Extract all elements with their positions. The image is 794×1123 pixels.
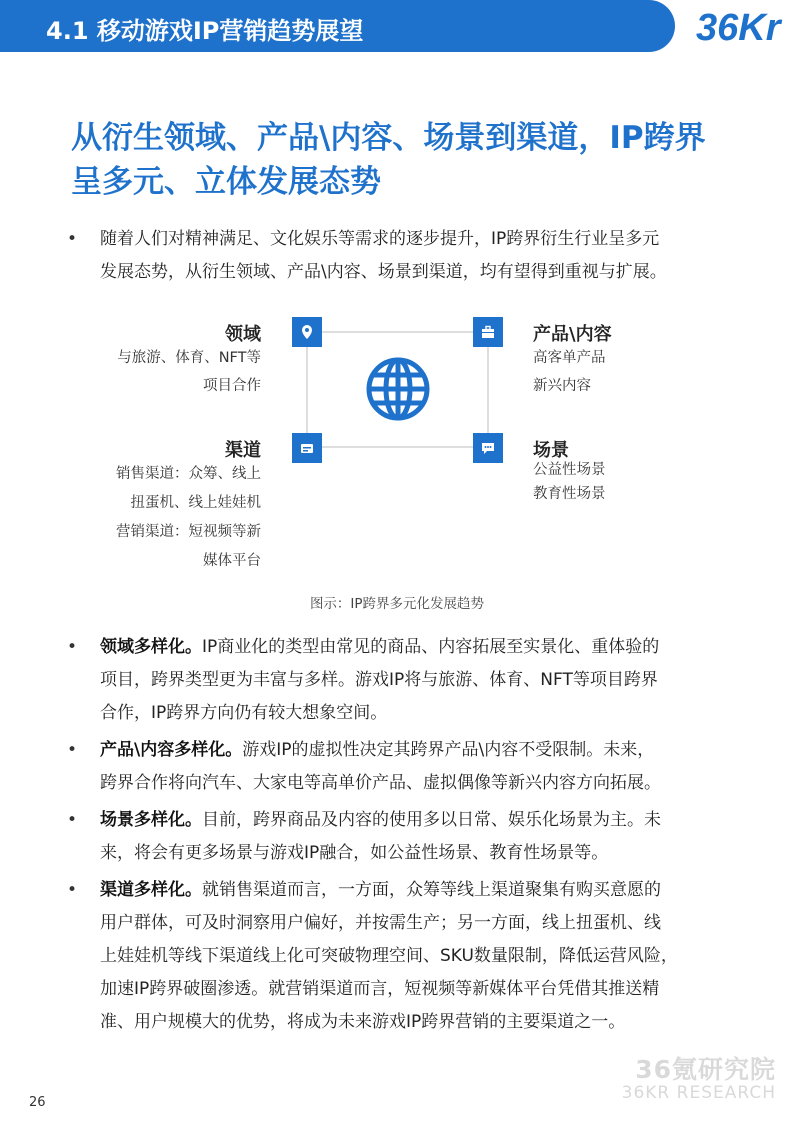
domain-label: 领域 <box>225 324 261 345</box>
cart-icon <box>292 433 322 463</box>
detail-text: 就销售渠道而言，一方面，众筹等线上渠道聚集有购买意愿的 <box>202 880 661 900</box>
detail-text: 项目，跨界类型更为丰富与多样。游戏IP将与旅游、体育、NFT等项目跨界 <box>100 670 658 690</box>
logo <box>690 0 794 50</box>
watermark <box>622 1056 776 1102</box>
location-icon <box>292 317 322 347</box>
channel-desc-line: 营销渠道：短视频等新 <box>116 524 261 540</box>
scene-desc-line: 教育性场景 <box>533 486 606 502</box>
detail-heading: 渠道多样化。 <box>100 880 202 900</box>
intro-item <box>64 223 744 289</box>
detail-text: 跨界合作将向汽车、大家电等高单价产品、虚拟偶像等新兴内容方向拓展。 <box>100 773 661 793</box>
diversification-diagram <box>0 300 794 590</box>
page-title-line-2: 呈多元、立体发展态势 <box>71 164 381 200</box>
header-bar <box>0 0 675 52</box>
domain-desc-line: 项目合作 <box>203 378 261 394</box>
bullet-icon: • <box>67 880 78 900</box>
detail-heading: 产品\内容多样化。 <box>100 740 243 760</box>
bullet-icon: • <box>67 810 78 830</box>
bullet-icon: • <box>67 229 78 249</box>
detail-text: 来，将会有更多场景与游戏IP融合，如公益性场景、教育性场景等。 <box>100 843 609 863</box>
chat-icon <box>473 433 503 463</box>
detail-text: 用户群体，可及时洞察用户偏好，并按需生产；另一方面，线上扭蛋机、线 <box>100 913 661 933</box>
figure-caption: 图示：IP跨界多元化发展趋势 <box>309 596 485 612</box>
channel-label: 渠道 <box>225 440 261 461</box>
section-title: 4.1 移动游戏IP营销趋势展望 <box>46 17 364 45</box>
detail-text: 游戏IP的虚拟性决定其跨界产品\内容不受限制。未来， <box>242 740 655 760</box>
scene-desc <box>533 458 606 506</box>
detail-text: IP商业化的类型由常见的商品、内容拓展至实景化、重体验的 <box>202 637 660 657</box>
detail-heading: 领域多样化。 <box>100 637 202 657</box>
detail-item <box>64 734 744 800</box>
logo-text: 36Kr <box>696 7 781 49</box>
detail-text: 加速IP跨界破圈渗透。就营销渠道而言，短视频等新媒体平台凭借其推送精 <box>100 979 660 999</box>
detail-item <box>64 804 744 870</box>
detail-text: 上娃娃机等线下渠道线上化可突破物理空间、SKU数量限制，降低运营风险， <box>100 946 678 966</box>
globe-icon <box>369 360 427 418</box>
domain-desc-line: 与旅游、体育、NFT等 <box>117 350 261 366</box>
detail-list <box>64 631 744 1043</box>
intro-line-2: 发展态势，从衍生领域、产品\内容、场景到渠道，均有望得到重视与扩展。 <box>100 262 667 282</box>
product-desc <box>533 344 606 400</box>
product-label: 产品\内容 <box>533 324 612 345</box>
domain-desc <box>117 344 261 400</box>
briefcase-icon <box>473 317 503 347</box>
channel-desc <box>116 460 261 576</box>
intro-list <box>64 223 744 289</box>
channel-desc-line: 扭蛋机、线上娃娃机 <box>130 495 261 511</box>
watermark-en: 36KR RESEARCH <box>621 1082 776 1103</box>
bullet-icon: • <box>67 637 78 657</box>
channel-desc-line: 媒体平台 <box>203 553 261 569</box>
product-desc-line: 高客单产品 <box>533 350 606 366</box>
channel-desc-line: 销售渠道：众筹、线上 <box>116 466 261 482</box>
product-desc-line: 新兴内容 <box>533 378 591 394</box>
scene-label: 场景 <box>533 440 569 461</box>
intro-line-1: 随着人们对精神满足、文化娱乐等需求的逐步提升，IP跨界衍生行业呈多元 <box>100 229 660 249</box>
page-number: 26 <box>29 1095 46 1110</box>
detail-heading: 场景多样化。 <box>100 810 202 830</box>
watermark-cn: 36氪研究院 <box>635 1055 776 1084</box>
detail-text: 准、用户规模大的优势，将成为未来游戏IP跨界营销的主要渠道之一。 <box>100 1012 626 1032</box>
scene-desc-line: 公益性场景 <box>533 462 606 478</box>
page-title-line-1: 从衍生领域、产品\内容、场景到渠道，IP跨界 <box>71 120 706 156</box>
detail-text: 目前，跨界商品及内容的使用多以日常、娱乐化场景为主。未 <box>202 810 661 830</box>
detail-text: 合作，IP跨界方向仍有较大想象空间。 <box>100 703 388 723</box>
detail-item <box>64 874 744 1039</box>
bullet-icon: • <box>67 740 78 760</box>
detail-item <box>64 631 744 730</box>
page-title <box>71 116 761 204</box>
